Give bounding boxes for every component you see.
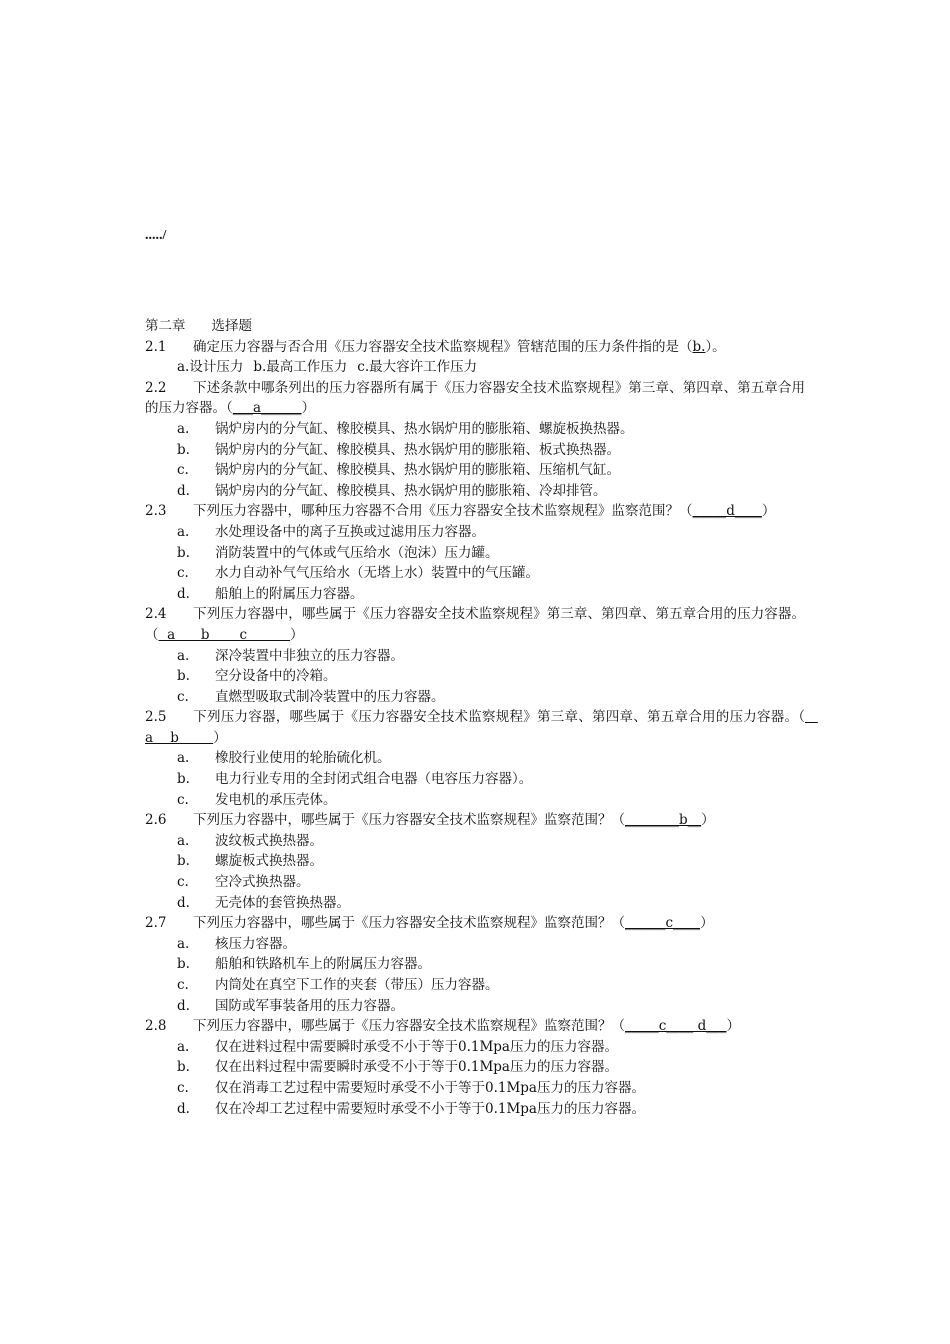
question-number: 2.3 — [145, 503, 167, 520]
option-label: c. — [177, 462, 189, 479]
question-stem: 确定压力容器与否合用《压力容器安全技术监察规程》管辖范围的压力条件指的是（ — [193, 338, 693, 355]
question-stem: 下列压力容器中，哪些属于《压力容器安全技术监察规程》监察范围？（ — [193, 812, 625, 829]
option-item — [145, 954, 805, 975]
option-label: b. — [177, 441, 190, 458]
inline-options — [145, 357, 805, 378]
option-text: 仅在冷却工艺过程中需要短时承受不小于等于0.1Mpa压力的压力容器。 — [215, 1100, 645, 1117]
answer-blank: ______c____ — [625, 915, 701, 932]
option-item — [145, 1037, 805, 1058]
option-item — [145, 934, 805, 955]
option-item — [145, 440, 805, 461]
question-stem: 下列压力容器中，哪些属于《压力容器安全技术监察规程》第三章、第四章、第五章合用的压力容器。（ — [145, 606, 805, 643]
option-label: b. — [177, 771, 190, 788]
option-text: 电力行业专用的全封闭式组合电器（电容压力容器）。 — [215, 771, 533, 788]
answer-blank: b. — [692, 338, 706, 355]
question-text — [145, 337, 805, 358]
option-label: a. — [177, 935, 190, 952]
option-text: 国防或军事装备用的压力容器。 — [215, 997, 404, 1014]
option-text: 直燃型吸取式制冷装置中的压力容器。 — [215, 688, 445, 705]
question-tail: ） — [301, 400, 316, 417]
option-item — [145, 419, 805, 440]
question-stem: 下列压力容器中，哪些属于《压力容器安全技术监察规程》监察范围？（ — [193, 915, 625, 932]
option-text: 仅在消毒工艺过程中需要短时承受不小于等于0.1Mpa压力的压力容器。 — [215, 1079, 645, 1096]
option-text: 螺旋板式换热器。 — [215, 853, 323, 870]
answer-blank: _____c____ d___ — [625, 1018, 727, 1035]
option-item — [145, 543, 805, 564]
question-text — [145, 501, 805, 522]
question-text — [145, 913, 805, 934]
question-stem: 下述条款中哪条列出的压力容器所有属于《压力容器安全技术监察规程》第三章、第四章、第五章合用的压力容器。（ — [145, 379, 805, 417]
question-block — [145, 707, 818, 810]
question-block — [145, 337, 805, 378]
option-text: 锅炉房内的分气缸、橡胶模具、热水锅炉用的膨胀箱、冷却排管。 — [215, 482, 607, 499]
option-label: c. — [177, 1079, 189, 1096]
option-label: c. — [177, 688, 189, 705]
answer-blank: a b — [145, 709, 818, 746]
option-item — [145, 831, 805, 852]
answer-blank: _____d____ — [692, 503, 762, 520]
option-item — [145, 893, 805, 914]
question-block — [145, 810, 805, 913]
chapter-number: 第二章 — [145, 318, 186, 334]
option-text: 水处理设备中的离子互换或过滤用压力容器。 — [215, 523, 485, 540]
question-tail: ） — [701, 812, 715, 829]
option-label: d. — [177, 1100, 190, 1117]
option-text: c.最大容许工作压力 — [357, 359, 478, 376]
option-label: a. — [177, 832, 190, 849]
question-number: 2.1 — [145, 338, 167, 355]
option-label: a. — [177, 1038, 190, 1055]
option-text: 波纹板式换热器。 — [215, 832, 323, 849]
option-text: 水力自动补气气压给水（无塔上水）装置中的气压罐。 — [215, 565, 539, 582]
option-label: b. — [177, 668, 190, 685]
question-tail: ） — [700, 915, 714, 932]
option-item — [145, 769, 805, 790]
option-label: b. — [177, 853, 190, 870]
option-item — [145, 1078, 805, 1099]
option-item — [145, 790, 805, 811]
question-number: 2.2 — [145, 379, 167, 396]
option-item — [145, 460, 805, 481]
option-text: 空冷式换热器。 — [215, 874, 310, 891]
question-text — [145, 1016, 805, 1037]
option-text: 锅炉房内的分气缸、橡胶模具、热水锅炉用的膨胀箱、板式换热器。 — [215, 441, 620, 458]
option-label: d. — [177, 997, 190, 1014]
question-number: 2.6 — [145, 812, 167, 829]
option-text: 仅在出料过程中需要瞬时承受不小于等于0.1Mpa压力的压力容器。 — [215, 1059, 618, 1076]
option-item — [145, 1099, 805, 1120]
option-text: a.设计压力 — [177, 359, 244, 376]
question-tail: ） — [213, 729, 227, 746]
chapter-title: 选择题 — [211, 318, 252, 334]
option-text: 仅在进料过程中需要瞬时承受不小于等于0.1Mpa压力的压力容器。 — [215, 1038, 618, 1055]
option-item — [145, 996, 805, 1017]
option-text: 内筒处在真空下工作的夹套（带压）压力容器。 — [215, 977, 499, 993]
question-block — [145, 501, 805, 604]
question-text — [145, 604, 805, 645]
question-tail: ） — [761, 503, 776, 520]
option-label: a. — [177, 420, 190, 437]
question-block — [145, 1016, 805, 1119]
question-block — [145, 378, 805, 502]
option-item — [145, 563, 805, 584]
option-text: b.最高工作压力 — [253, 359, 348, 376]
question-stem: 下列压力容器中，哪些属于《压力容器安全技术监察规程》监察范围？（ — [193, 1018, 625, 1035]
option-item — [145, 687, 805, 708]
option-label: c. — [177, 977, 189, 993]
option-item — [145, 851, 805, 872]
option-text: 无壳体的套管换热器。 — [215, 894, 350, 911]
answer-blank: ___a______ — [232, 400, 302, 417]
option-text: 空分设备中的冷箱。 — [215, 668, 337, 685]
option-text: 橡胶行业使用的轮胎硫化机。 — [215, 750, 391, 767]
question-tail: ） — [290, 626, 304, 643]
answer-blank: a b c — [158, 626, 291, 643]
option-label: d. — [177, 482, 190, 499]
option-label: b. — [177, 1059, 190, 1076]
question-stem: 下列压力容器，哪些属于《压力容器安全技术监察规程》第三章、第四章、第五章合用的压力容器。（ — [193, 709, 805, 726]
option-text: 消防装置中的气体或气压给水（泡沫）压力罐。 — [215, 544, 499, 561]
answer-blank: ________b__ — [625, 812, 702, 829]
option-item — [145, 522, 805, 543]
option-label: b. — [177, 544, 190, 561]
option-item — [145, 975, 805, 996]
question-stem: 下列压力容器中，哪种压力容器不合用《压力容器安全技术监察规程》监察范围？（ — [193, 503, 693, 520]
question-number: 2.5 — [145, 709, 167, 726]
question-number: 2.7 — [145, 915, 167, 932]
option-label: a. — [177, 523, 190, 540]
question-text — [145, 810, 805, 831]
option-text: 发电机的承压壳体。 — [215, 791, 337, 808]
question-text — [145, 707, 818, 748]
header-mark: ...../ — [145, 228, 167, 243]
option-item — [145, 1057, 805, 1078]
chapter-heading — [145, 316, 805, 337]
option-label: a. — [177, 750, 190, 767]
option-text: 船舶和铁路机车上的附属压力容器。 — [215, 956, 431, 973]
option-item — [145, 584, 805, 605]
option-item — [145, 646, 805, 667]
option-item — [145, 872, 805, 893]
option-item — [145, 748, 805, 769]
question-number: 2.4 — [145, 606, 167, 623]
question-text — [145, 378, 805, 419]
option-label: c. — [177, 874, 189, 891]
option-text: 核压力容器。 — [215, 935, 296, 952]
option-label: d. — [177, 585, 190, 602]
document-content — [145, 316, 818, 1119]
option-label: c. — [177, 565, 189, 582]
option-label: b. — [177, 956, 190, 973]
question-number: 2.8 — [145, 1018, 167, 1035]
question-block — [145, 913, 805, 1016]
option-label: c. — [177, 791, 189, 808]
option-text: 锅炉房内的分气缸、橡胶模具、热水锅炉用的膨胀箱、螺旋板换热器。 — [215, 420, 634, 437]
option-text: 深冷装置中非独立的压力容器。 — [215, 647, 404, 664]
question-tail: ）。 — [705, 338, 726, 355]
option-text: 船舶上的附属压力容器。 — [215, 585, 364, 602]
option-label: d. — [177, 894, 190, 911]
question-list — [145, 337, 818, 1120]
option-item — [145, 481, 805, 502]
question-block — [145, 604, 805, 707]
question-tail: ） — [726, 1018, 740, 1035]
option-label: a. — [177, 647, 190, 664]
option-item — [145, 666, 805, 687]
option-text: 锅炉房内的分气缸、橡胶模具、热水锅炉用的膨胀箱、压缩机气缸。 — [215, 462, 620, 479]
